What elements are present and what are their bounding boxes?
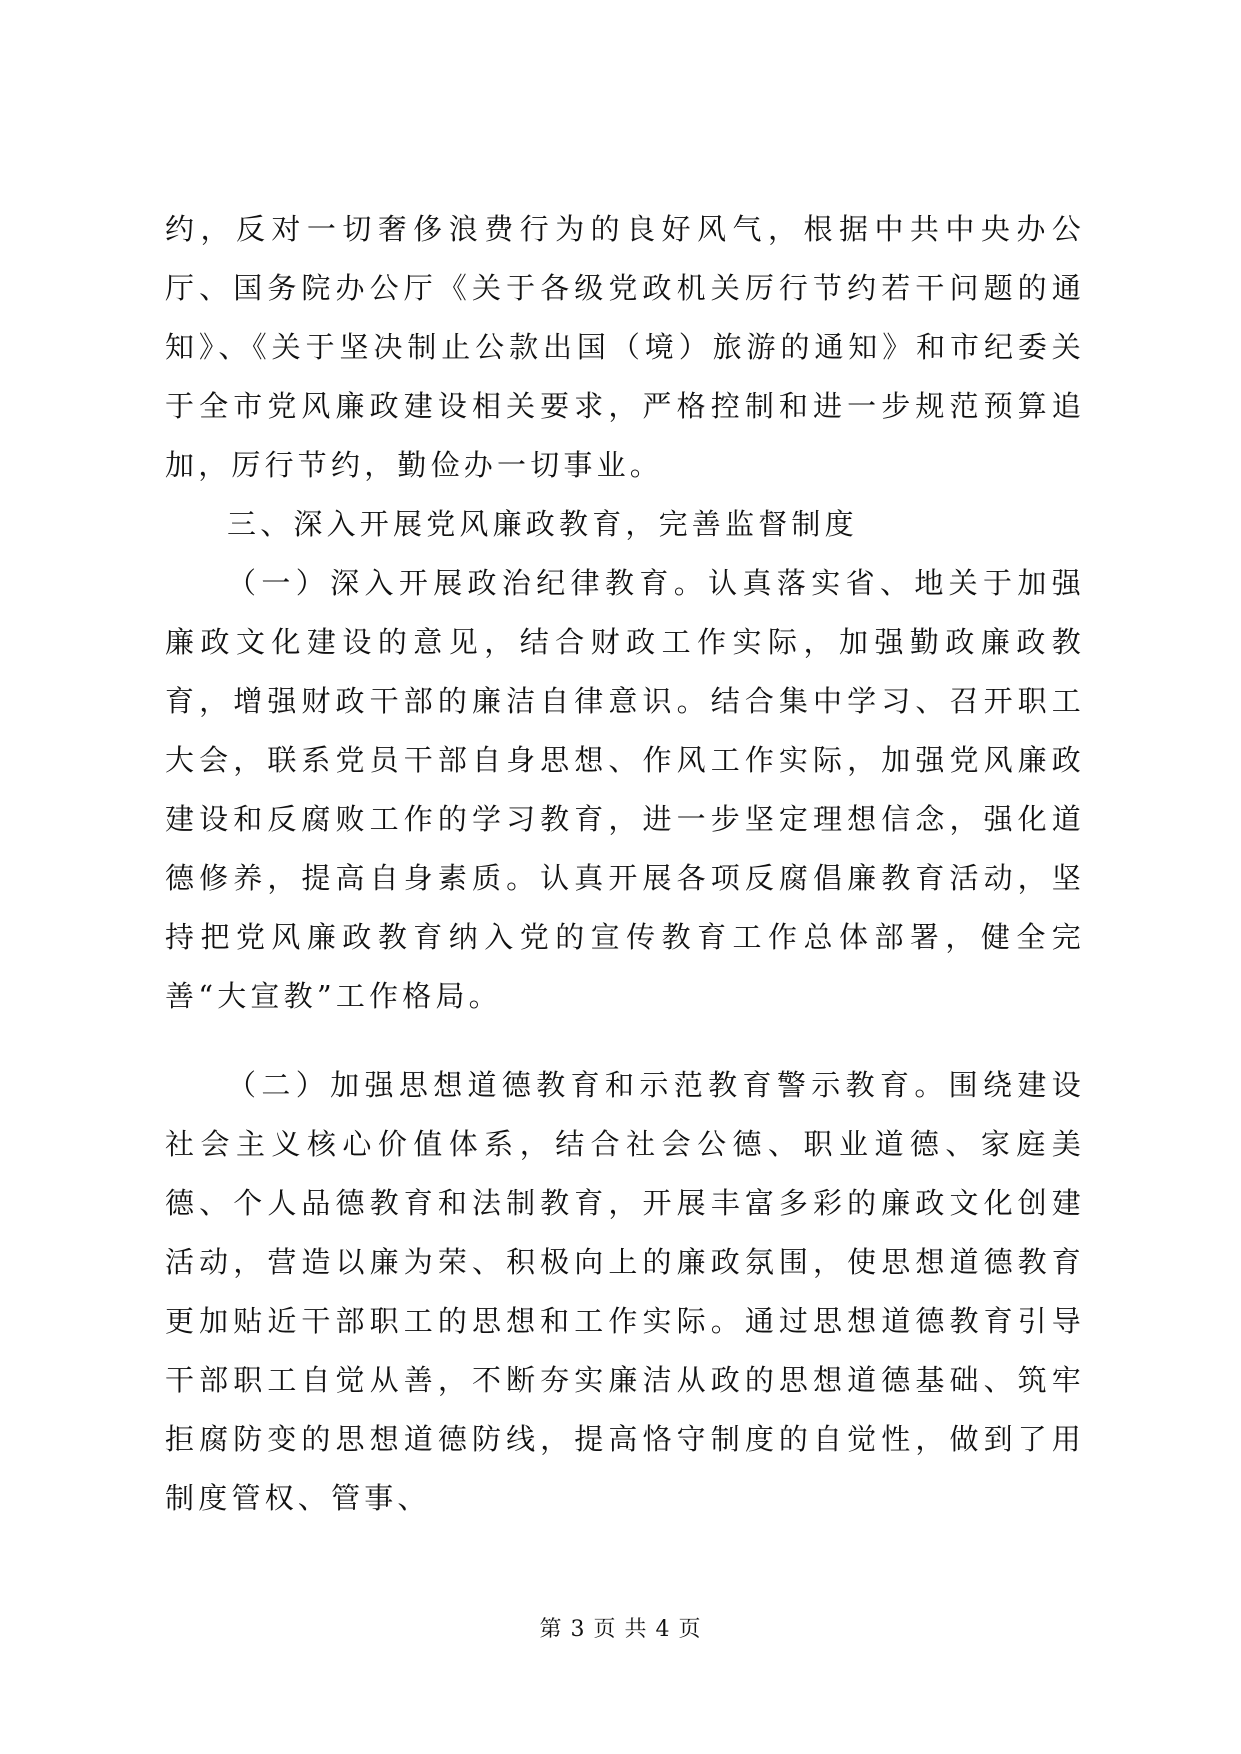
page-number-footer: 第 3 页 共 4 页 — [539, 1617, 702, 1642]
paragraph-continuation: 约，反对一切奢侈浪费行为的良好风气，根据中共中央办公厅、国务院办公厅《关于各级党政机关厉行节约若干问题的通知》、《关于坚决制止公款出国（境）旅游的通知》和市纪委关于全市党风廉政建设相关要求，严格控制和进一步规范预算追加，厉行节约，勤俭办一切事业。 — [165, 212, 1085, 482]
paragraph-moral-education: （二）加强思想道德教育和示范教育警示教育。围绕建设社会主义核心价值体系，结合社会公德、职业道德、家庭美德、个人品德教育和法制教育，开展丰富多彩的廉政文化创建活动，营造以廉为荣、积极向上的廉政氛围，使思想道德教育更加贴近干部职工的思想和工作实际。通过思想道德教育引导干部职工自觉从善，不断夯实廉洁从政的思想道德基础、筑牢拒腐防变的思想道德防线，提高恪守制度的自觉性，做到了用制度管权、管事、 — [165, 1068, 1085, 1515]
section-heading: 三、深入开展党风廉政教育，完善监督制度 — [227, 507, 858, 541]
paragraph-political-discipline: （一）深入开展政治纪律教育。认真落实省、地关于加强廉政文化建设的意见，结合财政工作实际，加强勤政廉政教育，增强财政干部的廉洁自律意识。结合集中学习、召开职工大会，联系党员干部自身思想、作风工作实际，加强党风廉政建设和反腐败工作的学习教育，进一步坚定理想信念，强化道德修养，提高自身素质。认真开展各项反腐倡廉教育活动，坚持把党风廉政教育纳入党的宣传教育工作总体部署，健全完善“大宣教”工作格局。 — [165, 566, 1085, 1013]
document-body — [165, 200, 1085, 1528]
